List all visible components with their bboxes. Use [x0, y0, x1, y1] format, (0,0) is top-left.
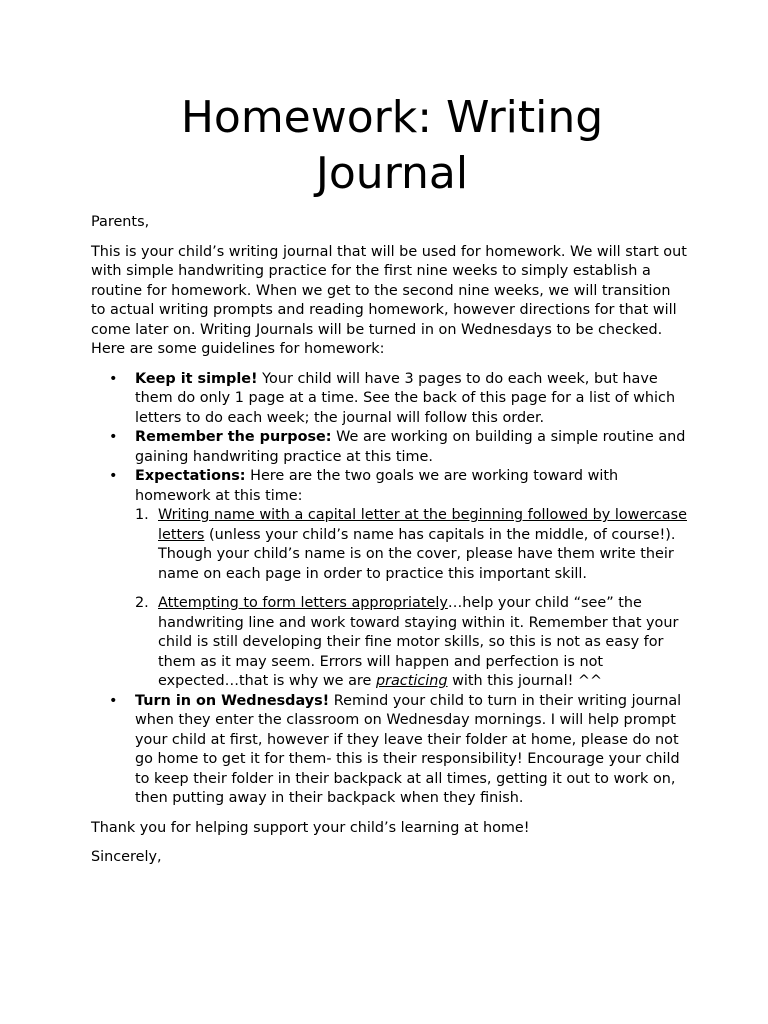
bullet-label: Keep it simple!: [135, 370, 258, 387]
bullet-icon: •: [109, 370, 118, 387]
thanks-paragraph: Thank you for helping support your child’s learning at home!: [91, 819, 530, 836]
goal-number: 1.: [135, 507, 149, 523]
list-item: [91, 692, 688, 809]
intro-paragraph: This is your child’s writing journal that will be used for homework. We will start out with simple handwriting practice for the first nine weeks to simply establish a routine for homework. When we get to the second nine weeks, we will transition to actual writing prompts and reading homework, however directions for that will come later on. Writing Journals will be turned in on Wednesdays to be checked. Here are some guidelines for homework:: [91, 243, 687, 357]
goal-text: …help your child “see” the handwriting line and work toward staying within it. Remember that your child is still developing their fine motor skills, so this is not as easy for them as it may seem. Errors will happen and perfection is not expected…that is why we are: [158, 595, 679, 689]
bullet-text: Remind your child to turn in their writing journal when they enter the classroom on Wednesday mornings. I will help prompt your child at first, however if they leave their folder at home, please do not go home to get it for them- this is their responsibility! Encourage your child to keep their folder in their backpack at all times, getting it out to work on, then putting away in their backpack when they finish.: [135, 692, 682, 806]
bullet-label: Remember the purpose:: [135, 429, 332, 445]
goal-number: 2.: [135, 595, 149, 611]
goal-heading: Writing name with a capital letter at the beginning followed by lowercase letters: [158, 507, 687, 543]
goal-heading: Attempting to form letters appropriately: [158, 595, 448, 611]
goal-text: (unless your child’s name has capitals in the middle, of course!). Though your child’s name is on the cover, please have them write their name on each page in order to practice this important skill.: [158, 526, 676, 582]
goal-text-end: with this journal! ^^: [447, 673, 603, 689]
list-item: [91, 370, 688, 429]
bullet-text: We are working on building a simple routine and gaining handwriting practice at this time.: [135, 429, 686, 465]
title-line-1: Homework: Writing: [180, 92, 604, 143]
bullet-label: Turn in on Wednesdays!: [135, 692, 330, 709]
goals-list: [135, 506, 688, 692]
goal-item: [135, 594, 688, 692]
guidelines-list: [91, 370, 688, 809]
bullet-icon: •: [109, 429, 118, 445]
bullet-icon: •: [109, 692, 118, 709]
bullet-icon: •: [109, 468, 118, 484]
salutation: Parents,: [91, 214, 150, 230]
emphasis-word: practicing: [375, 673, 448, 689]
list-item: [91, 467, 688, 692]
title-line-2: Journal: [315, 148, 469, 199]
goal-item: [135, 506, 688, 584]
list-item: [91, 428, 688, 467]
page-title: [91, 90, 688, 202]
bullet-text: Your child will have 3 pages to do each week, but have them do only 1 page at a time. See the back of this page for a list of which letters to do each week; the journal will follow this order.: [135, 370, 676, 426]
bullet-label: Expectations:: [135, 468, 246, 484]
bullet-text: Here are the two goals we are working toward with homework at this time:: [135, 468, 619, 504]
closing: Sincerely,: [91, 849, 162, 865]
